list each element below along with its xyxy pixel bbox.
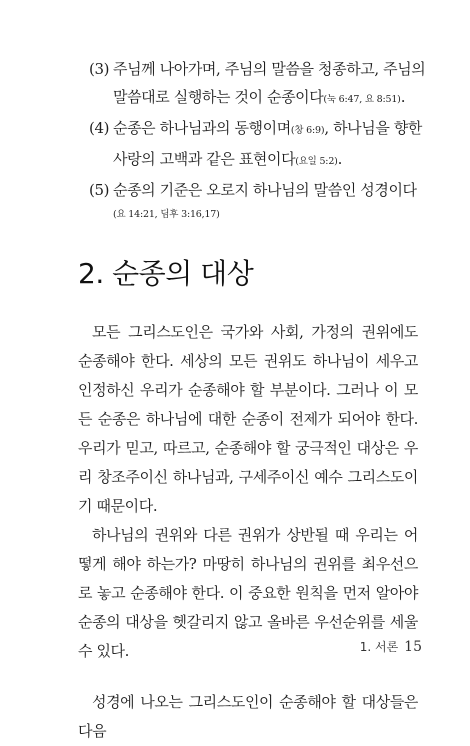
scripture-citation: (요일 5:2)	[295, 156, 338, 167]
page-footer	[360, 638, 422, 655]
list-punctuation: .	[400, 88, 406, 106]
scripture-citation: (창 6:9)	[290, 125, 325, 136]
section-title: 2. 순종의 대상	[78, 257, 254, 290]
list-number: (4)	[89, 119, 110, 137]
numbered-list	[89, 55, 429, 226]
paragraph: 하나님의 권위와 다른 권위가 상반될 때 우리는 어떻게 해야 하는가? 마땅히 하나님의 권위를 최우선으로 놓고 순종해야 한다. 이 중요한 원칙을 먼저 알아야 순종의 대상을 헷갈리지 않고 올바른 우선순위를 세울 수 있다.	[78, 526, 418, 660]
paragraph: 모든 그리스도인은 국가와 사회, 가정의 권위에도 순종해야 한다. 세상의 모든 권위도 하나님이 세우고 인정하신 우리가 순종해야 할 부분이다. 그러나 이 모든 순종은 하나님에 대한 순종이 전제가 되어야 한다. 우리가 믿고, 따르고, 순종해야 할 궁극적인 대상은 우리 창조주이신 하나님과, 구세주이신 예수 그리스도이기 때문이다.	[78, 323, 418, 515]
list-text: 순종의 기준은 오로지 하나님의 말씀인 성경이다	[113, 181, 417, 199]
list-number: (3)	[89, 60, 110, 78]
page-number: 15	[404, 639, 422, 655]
chapter-label: 1. 서론	[359, 640, 399, 654]
paragraph: 성경에 나오는 그리스도인이 순종해야 할 대상들은 다음	[78, 693, 418, 740]
list-item	[89, 176, 429, 226]
list-item	[89, 114, 429, 176]
list-text-continued: , 하나님을 향한 사랑의 고백과 같은 표현이다	[113, 119, 422, 168]
list-number: (5)	[89, 181, 110, 199]
body-text	[78, 318, 418, 746]
list-text: 주님께 나아가며, 주님의 말씀을 청종하고, 주님의 말씀대로 실행하는 것이 순종이다	[113, 60, 426, 106]
list-text: 순종은 하나님과의 동행이며	[113, 119, 291, 137]
list-punctuation: .	[337, 150, 343, 168]
scripture-citation: (요 14:21, 딤후 3:16,17)	[113, 209, 220, 220]
scripture-citation: (눅 6:47, 요 8:51)	[323, 94, 401, 105]
list-item	[89, 55, 429, 114]
